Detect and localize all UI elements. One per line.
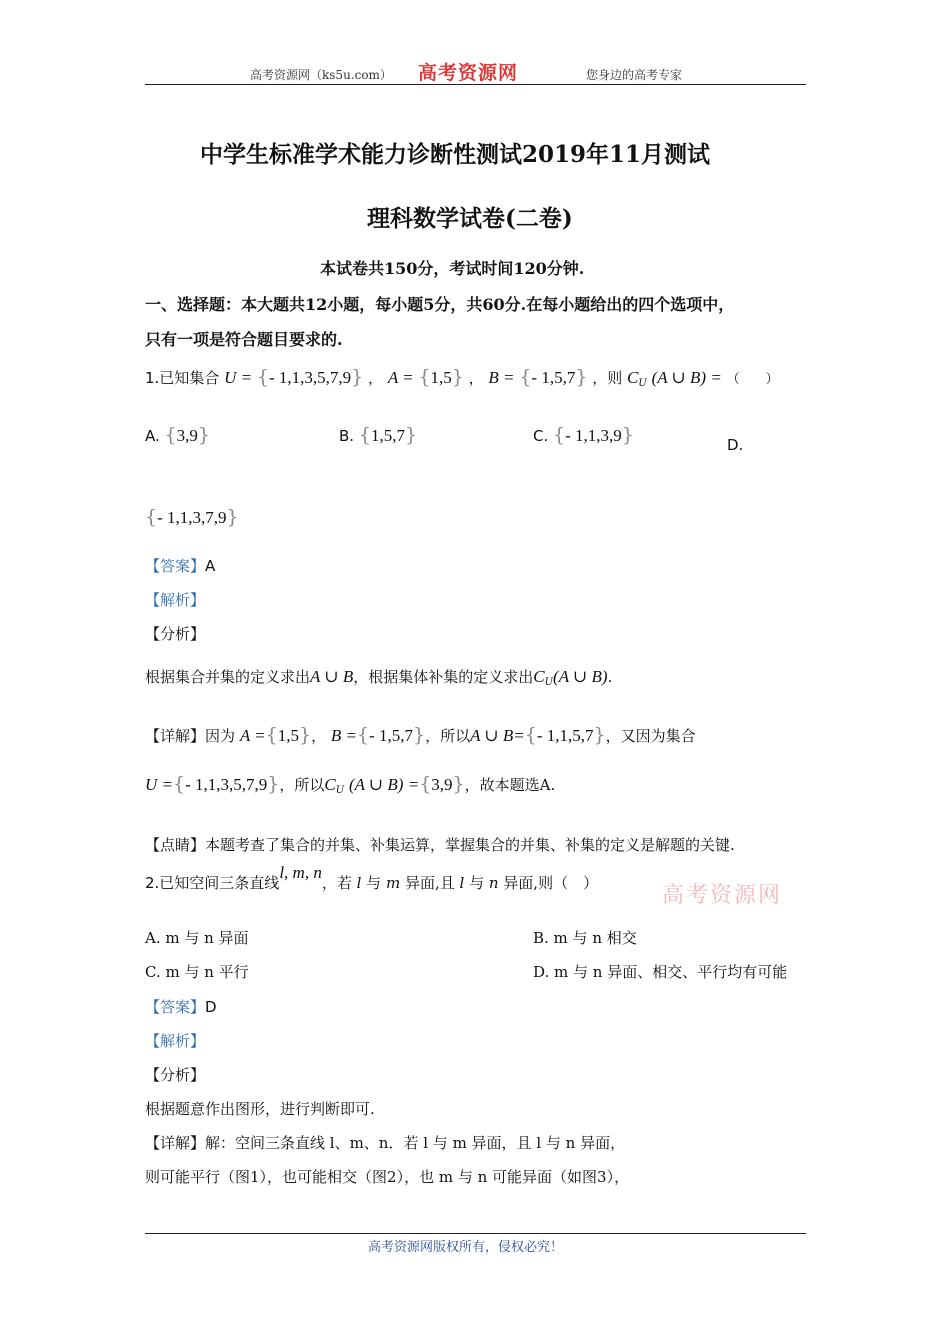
q2-detail-line-1: 【详解】解：空间三条直线 l、m、n．若 l 与 m 异面，且 l 与 n 异面， (145, 1134, 626, 1152)
q1-comp: C (627, 368, 639, 387)
q2-answer: 【答案】D (145, 998, 217, 1016)
q1-detail-line-1: 【详解】因为 A ={1,5}， B ={- 1,5,7}，所以A ∪ B={- 1,1,5,7}，又因为集合 (145, 724, 696, 746)
q2-option-d: D. m 与 n 异面、相交、平行均有可能 (533, 963, 788, 981)
footer-copyright: 高考资源网版权所有，侵权必究！ (368, 1240, 564, 1255)
q2-detail-line-2: 则可能平行（图1），也可能相交（图2），也 m 与 n 可能异面（如图3）， (145, 1168, 630, 1186)
title-line-2: 理科数学试卷(二卷) (367, 205, 573, 232)
q2-option-b: B. m 与 n 相交 (533, 929, 637, 947)
q1-option-d-letter: D. (727, 436, 744, 454)
q1-prefix: 1.已知集合 (145, 369, 220, 387)
q2-analysis: 根据题意作出图形，进行判断即可. (145, 1100, 375, 1118)
q2-option-c: C. m 与 n 平行 (145, 963, 249, 981)
header-logo: 高考资源网 (418, 62, 519, 84)
q1-U-label: U = (224, 368, 253, 387)
q2-stem: 2.已知空间三条直线l, m, n，若 l 与 m 异面,且 l 与 n 异面,则（ ） (145, 863, 599, 892)
section1-line-2: 只有一项是符合题目要求的. (145, 330, 343, 349)
q1-B-set: - 1,5,7 (531, 368, 576, 387)
q2-jiexi: 【解析】 (145, 1032, 206, 1050)
q1-option-c: C. {- 1,1,3,9} (533, 424, 634, 446)
q1-then: ，则 (592, 369, 623, 387)
q1-detail-line-2: U ={- 1,1,3,5,7,9}，所以$C_U$ (A ∪ B) ={3,9}，故本题选A. (145, 773, 556, 796)
q1-comp-expr: (A ∪ B) = (651, 368, 722, 387)
q1-dianjing: 【点睛】本题考查了集合的并集、补集运算，掌握集合的并集、补集的定义是解题的关键. (145, 836, 735, 854)
q1-A-set: 1,5 (430, 368, 452, 387)
footer-rule (145, 1233, 806, 1234)
header-slogan: 您身边的高考专家 (586, 68, 683, 82)
q1-jiexi: 【解析】 (145, 591, 206, 609)
header-rule (145, 84, 806, 85)
q1-option-d-set: {- 1,1,3,7,9} (145, 506, 239, 528)
q1-B-label: B = (488, 368, 515, 387)
q1-U-set: - 1,1,3,5,7,9 (268, 368, 352, 387)
q1-fenxi: 【分析】 (145, 625, 206, 643)
watermark: 高考资源网 (662, 883, 783, 908)
intro-text: 本试卷共150分，考试时间120分钟. (320, 259, 585, 278)
title-line-1: 中学生标准学术能力诊断性测试2019年11月测试 (200, 141, 711, 168)
q1-comp-sub: U (638, 378, 647, 389)
q1-A-label: A = (387, 368, 414, 387)
q2-option-a: A. m 与 n 异面 (145, 929, 249, 947)
q1-stem: 1.已知集合 U = {- 1,1,3,5,7,9} ， A = {1,5} ， B = {- 1,5,7} ，则 $C_U$ (A ∪ B) = （ ） (145, 366, 779, 389)
q2-fenxi: 【分析】 (145, 1066, 206, 1084)
q1-answer: 【答案】A (145, 557, 216, 575)
q1-option-b: B. {1,5,7} (339, 424, 418, 446)
header-site-name: 高考资源网（ks5u.com） (250, 68, 392, 82)
q1-option-a: A. {3,9} (145, 424, 210, 446)
section1-line-1: 一、选择题：本大题共12小题，每小题5分，共60分.在每小题给出的四个选项中， (145, 295, 735, 314)
q1-analysis: 根据集合并集的定义求出A ∪ B，根据集体补集的定义求出$C_U(A$ ∪ B). (145, 667, 613, 688)
q1-paren: （ ） (726, 372, 779, 387)
